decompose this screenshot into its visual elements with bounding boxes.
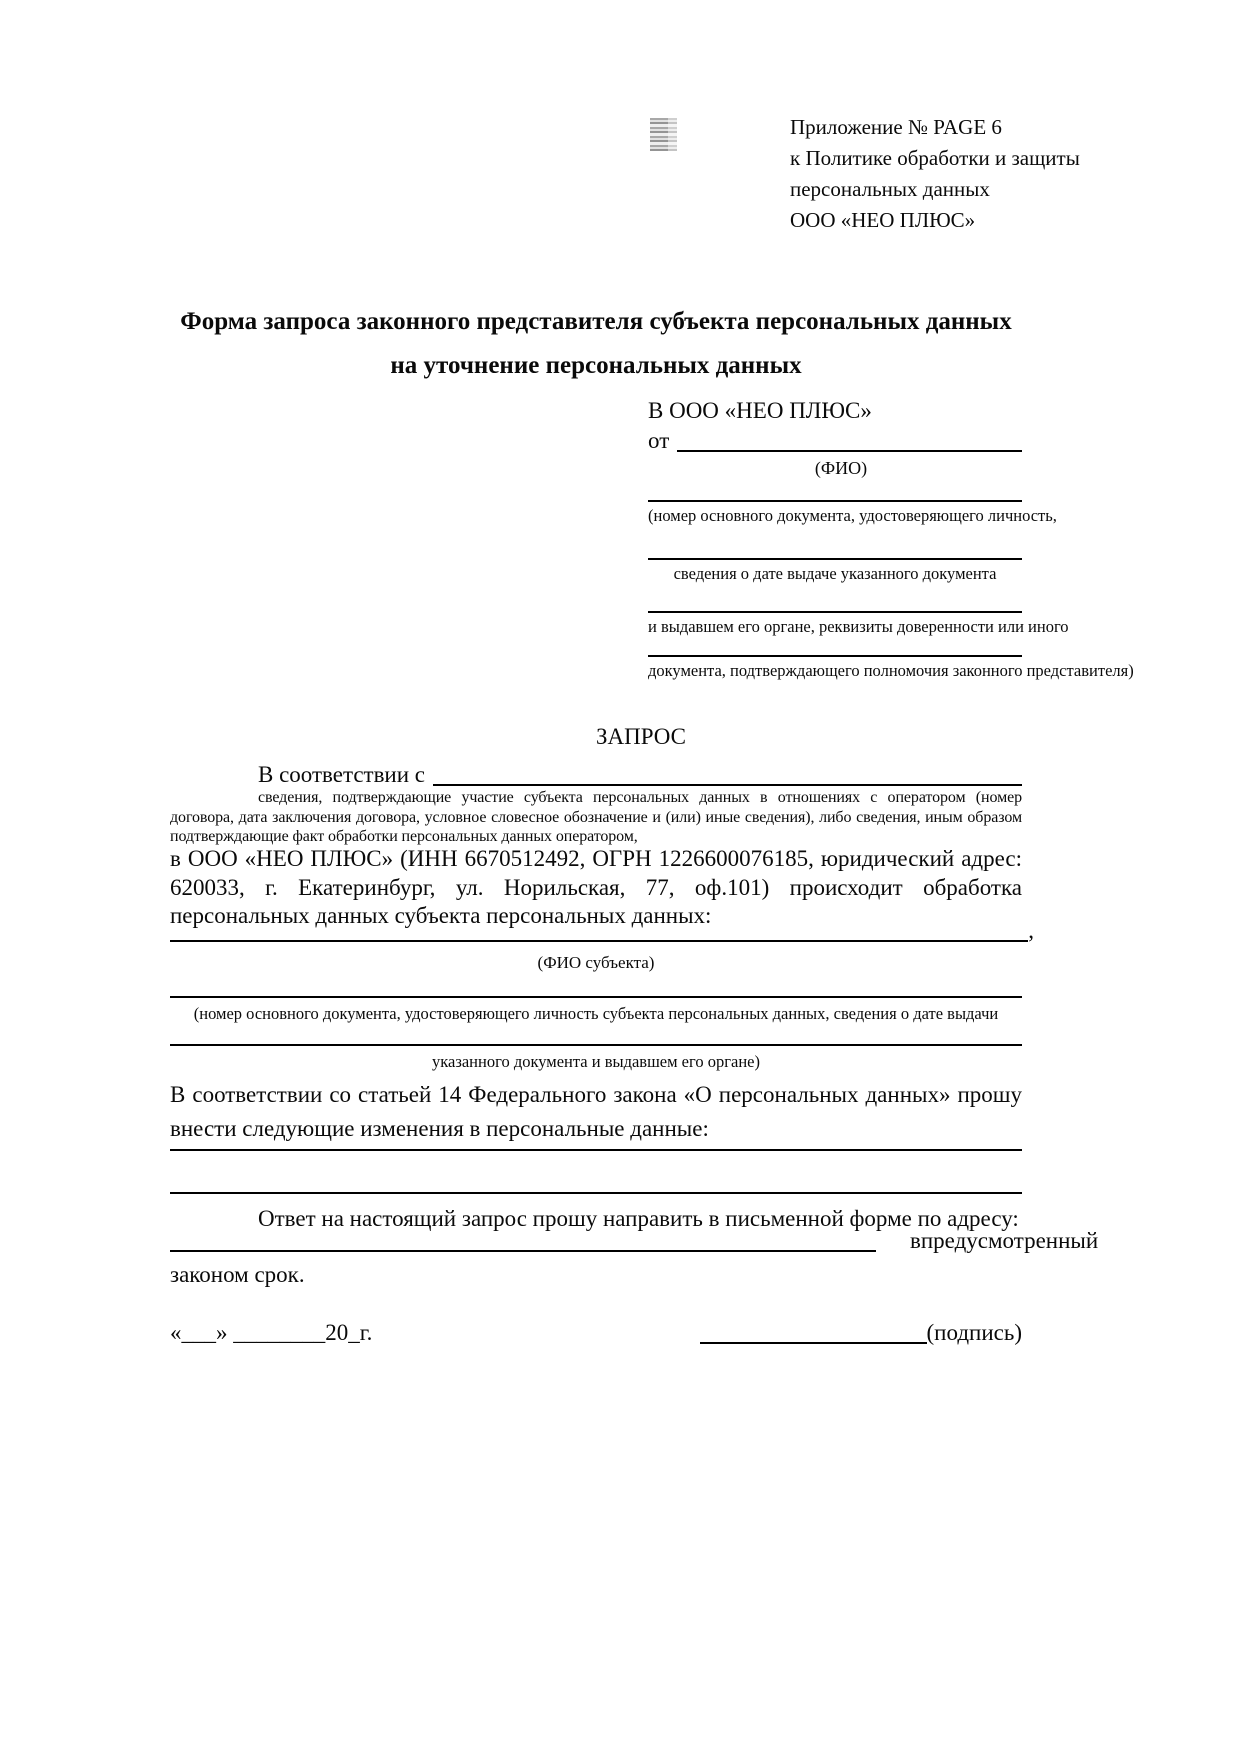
- addressee-to: В ООО «НЕО ПЛЮС»: [648, 398, 872, 423]
- address-blank-line: [170, 1250, 876, 1252]
- blank-line: [170, 1149, 1022, 1151]
- field-caption: и выдавшем его органе, реквизиты доверенности или иного: [648, 617, 1069, 636]
- glitch-image-artifact: [650, 118, 677, 151]
- appendix-line: ООО «НЕО ПЛЮС»: [790, 208, 976, 232]
- subject-doc-caption: (номер основного документа, удостоверяющего личность субъекта персональных данных, сведения о дате выдачи: [193, 1004, 999, 1023]
- intro-row: [170, 762, 1022, 788]
- blank-line: [170, 1044, 1022, 1046]
- form-title-line: на уточнение персональных данных: [390, 352, 802, 379]
- subject-doc-caption: указанного документа и выдавшем его органе): [432, 1052, 760, 1071]
- subject-fio-caption: (ФИО субъекта): [537, 953, 655, 972]
- appendix-line: Приложение № PAGE 6: [790, 115, 1002, 139]
- form-title-line: Форма запроса законного представителя субъекта персональных данных: [180, 308, 1012, 335]
- basis-note: сведения, подтверждающие участие субъекта персональных данных в отношениях с оператором (номер договора, дата заключения договора, условное словесное обозначение и (или) иные сведения), либо сведения, иным образом подтверждающие факт обработки персональных данных оператором,: [170, 789, 1022, 845]
- appendix-line: персональных данных: [790, 177, 990, 201]
- field-caption: (номер основного документа, удостоверяющего личность,: [648, 506, 1057, 525]
- signature-row: [700, 1320, 1022, 1346]
- appendix-line: к Политике обработки и защиты: [790, 146, 1080, 170]
- appendix-note: [790, 112, 1080, 236]
- blank-line: [648, 611, 1022, 613]
- field-caption: сведения о дате выдаче указанного документа: [673, 564, 997, 583]
- signature-date: «___» ________20_г.: [170, 1320, 373, 1345]
- from-row: [648, 428, 1022, 454]
- request-heading: ЗАПРОС: [595, 724, 687, 749]
- blank-line: [648, 558, 1022, 560]
- signature-caption: (подпись): [926, 1320, 1022, 1345]
- fio-caption: (ФИО): [814, 458, 868, 478]
- reply-lead: Ответ на настоящий запрос прошу направить в письменной форме по адресу:: [258, 1206, 1019, 1231]
- operator-paragraph: в ООО «НЕО ПЛЮС» (ИНН 6670512492, ОГРН 1226600076185, юридический адрес: 620033, г. Екатеринбург, ул. Норильская, 77, оф.101) происходит обработка персональных данных субъекта персональных данных:: [170, 846, 1022, 928]
- subject-line-row: [170, 918, 1034, 944]
- from-label: от: [648, 428, 670, 453]
- glitch-image-highlight: [668, 118, 677, 151]
- field-caption: документа, подтверждающего полномочия законного представителя): [648, 661, 1134, 680]
- blank-line: [648, 500, 1022, 502]
- subject-comma: ,: [1028, 918, 1034, 943]
- law-paragraph: В соответствии со статьей 14 Федерального закона «О персональных данных» прошу внести следующие изменения в персональные данные:: [170, 1082, 1022, 1141]
- form-title: [170, 300, 1022, 388]
- blank-line: [648, 655, 1022, 657]
- fio-blank-line: [677, 450, 1022, 452]
- reply-end: законом срок.: [170, 1262, 305, 1287]
- intro-lead: В соответствии с: [258, 762, 426, 787]
- reply-address-row: [170, 1226, 1099, 1254]
- blank-line: [170, 996, 1022, 998]
- blank-line: [170, 1192, 1022, 1194]
- signature-blank-line: [700, 1342, 927, 1344]
- subject-blank-line: [170, 940, 1028, 942]
- reply-mid: в: [910, 1228, 921, 1253]
- basis-blank-line: [433, 784, 1022, 786]
- reply-tail: предусмотренный: [920, 1228, 1099, 1253]
